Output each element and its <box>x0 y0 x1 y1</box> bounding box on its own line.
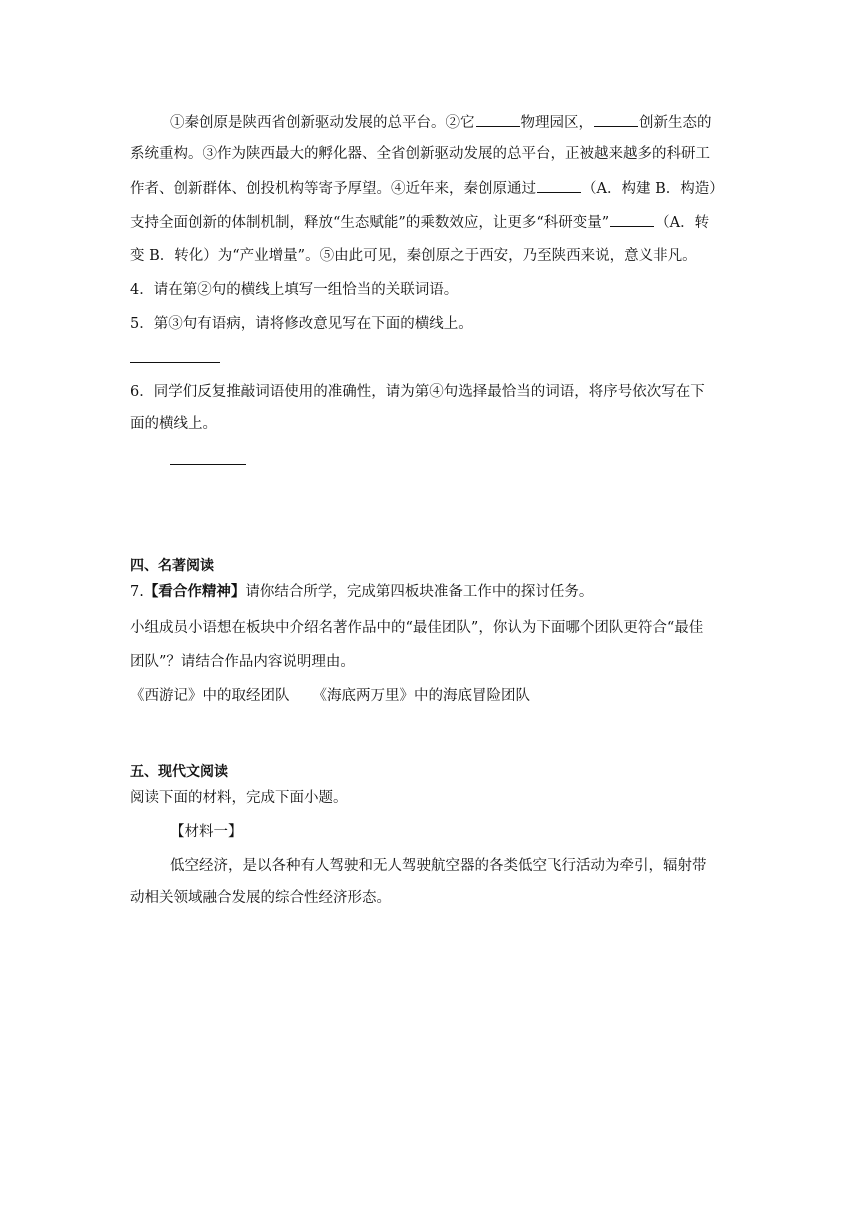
question-6-line-1: 6．同学们反复推敲词语使用的准确性，请为第④句选择最恰当的词语，将序号依次写在下 <box>130 384 705 400</box>
passage-text: 支持全面创新的体制机制，释放“生态赋能”的乘数效应，让更多“科研变量” <box>130 215 610 231</box>
question-tag: 【看合作精神】 <box>143 584 246 600</box>
question-text: 请你结合所学，完成第四板块准备工作中的探讨任务。 <box>245 584 594 600</box>
passage-text: （A．构建 B．构造） <box>582 181 724 197</box>
question-7-para-line-2: 团队”？请结合作品内容说明理由。 <box>130 654 355 670</box>
answer-line-q5[interactable] <box>130 362 220 363</box>
passage-text: 作者、创新群体、创投机构等寄予厚望。④近年来，秦创原通过 <box>130 181 536 197</box>
passage-line-1 <box>170 112 712 133</box>
passage-line-2: 系统重构。③作为陕西最大的孵化器、全省创新驱动发展的总平台，正被越来越多的科研工 <box>130 146 710 162</box>
question-4: 4．请在第②句的横线上填写一组恰当的关联词语。 <box>130 282 459 298</box>
passage-line-4 <box>130 212 709 233</box>
material-1-line-2: 动相关领域融合发展的综合性经济形态。 <box>130 890 391 906</box>
material-1-line-1: 低空经济，是以各种有人驾驶和无人驾驶航空器的各类低空飞行活动为牵引，辐射带 <box>170 858 707 874</box>
passage-text: 创新生态的 <box>639 115 712 131</box>
answer-line-q6[interactable] <box>170 464 246 465</box>
passage-line-3 <box>130 178 724 199</box>
passage-text: ①秦创原是陕西省创新驱动发展的总平台。②它 <box>170 115 475 131</box>
section-5-intro: 阅读下面的材料，完成下面小题。 <box>130 790 348 806</box>
question-5: 5．第③句有语病，请将修改意见写在下面的横线上。 <box>130 316 473 332</box>
material-1-title: 【材料一】 <box>170 824 243 840</box>
passage-text: 物理园区， <box>520 115 593 131</box>
answer-blank[interactable] <box>476 112 520 127</box>
question-7 <box>130 582 593 602</box>
team-options: 《西游记》中的取经团队 《海底两万里》中的海底冒险团队 <box>130 688 531 704</box>
answer-blank[interactable] <box>537 178 581 193</box>
question-number: 7. <box>130 584 144 600</box>
question-6-line-2: 面的横线上。 <box>130 416 217 432</box>
question-7-para-line-1: 小组成员小语想在板块中介绍名著作品中的“最佳团队”，你认为下面哪个团队更符合“最佳 <box>130 620 704 636</box>
passage-line-5: 变 B．转化）为“产业增量”。⑤由此可见，秦创原之于西安，乃至陕西来说，意义非凡。 <box>130 248 697 264</box>
passage-text: （A．转 <box>655 215 710 231</box>
answer-blank[interactable] <box>610 212 654 227</box>
section-5-heading: 五、现代文阅读 <box>130 764 228 780</box>
section-4-heading: 四、名著阅读 <box>130 558 214 574</box>
answer-blank[interactable] <box>594 112 638 127</box>
